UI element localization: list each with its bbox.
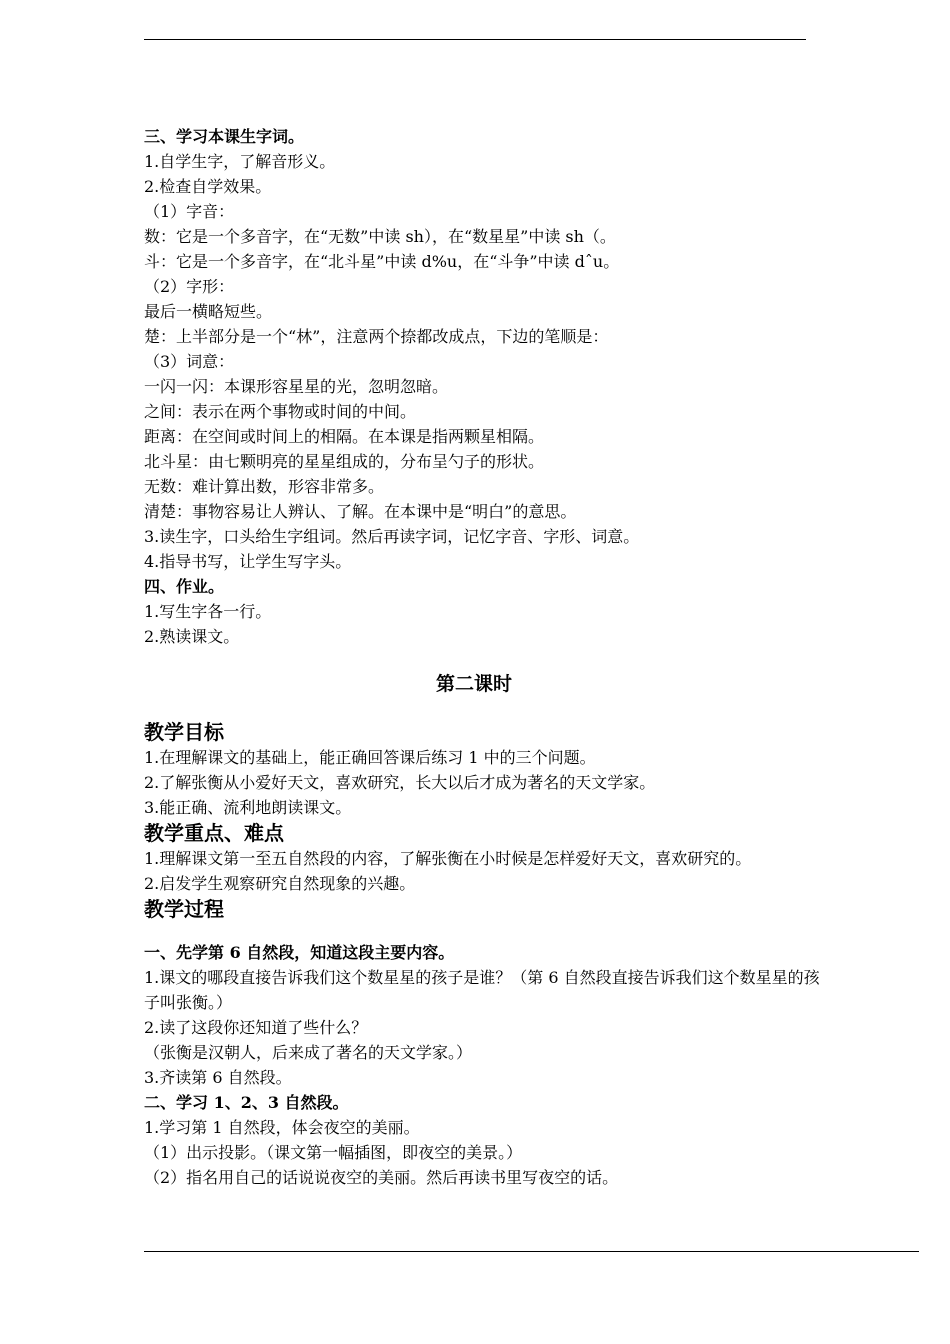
paragraph-line: （张衡是汉朝人，后来成了著名的天文学家。）: [144, 1043, 473, 1062]
paragraph-line: （1）字音：: [144, 202, 235, 221]
step-heading: 一、先学第 6 自然段，知道这段主要内容。: [144, 943, 455, 962]
step-heading: 二、学习 1、2、3 自然段。: [144, 1093, 349, 1112]
section-heading-vocabulary: 三、学习本课生字词。: [144, 127, 305, 146]
paragraph-line: 北斗星：由七颗明亮的星星组成的，分布呈勺子的形状。: [144, 452, 545, 471]
paragraph-line: 1.写生字各一行。: [144, 602, 272, 621]
paragraph-line: 最后一横略短些。: [144, 302, 273, 321]
section-heading-homework: 四、作业。: [144, 577, 225, 596]
paragraph-line: 1.在理解课文的基础上，能正确回答课后练习 1 中的三个问题。: [144, 748, 596, 767]
paragraph-line: 3.能正确、流利地朗读课文。: [144, 798, 352, 817]
paragraph-line: 数：它是一个多音字，在“无数”中读 sh），在“数星星”中读 sh（。: [144, 227, 616, 246]
paragraph-line: 之间：表示在两个事物或时间的中间。: [144, 402, 417, 421]
paragraph-line: 1.自学生字，了解音形义。: [144, 152, 336, 171]
heading-teaching-process: 教学过程: [144, 897, 224, 921]
document-body: [144, 124, 824, 1190]
paragraph-line: （3）词意：: [144, 352, 235, 371]
paragraph-line: 楚：上半部分是一个“林”，注意两个捺都改成点，下边的笔顺是：: [144, 327, 609, 346]
paragraph-line: （2）字形：: [144, 277, 235, 296]
paragraph-line: 2.读了这段你还知道了些什么？: [144, 1018, 368, 1037]
lesson-title: 第二课时: [435, 673, 512, 695]
paragraph-line: （1）出示投影。（课文第一幅插图，即夜空的美景。）: [144, 1143, 523, 1162]
header-rule: [144, 39, 806, 40]
paragraph-line: 1.课文的哪段直接告诉我们这个数星星的孩子是谁？（第 6 自然段直接告诉我们这个数星星的孩子叫张衡。）: [144, 968, 820, 1012]
paragraph-line: 2.检查自学效果。: [144, 177, 272, 196]
paragraph-line: 清楚：事物容易让人辨认、了解。在本课中是“明白”的意思。: [144, 502, 577, 521]
paragraph-line: 一闪一闪：本课形容星星的光，忽明忽暗。: [144, 377, 449, 396]
paragraph-line: 3.读生字，口头给生字组词。然后再读字词，记忆字音、字形、词意。: [144, 527, 640, 546]
paragraph-line: 1.学习第 1 自然段，体会夜空的美丽。: [144, 1118, 420, 1137]
paragraph-line: 无数：难计算出数，形容非常多。: [144, 477, 385, 496]
heading-teaching-goals: 教学目标: [144, 720, 224, 744]
paragraph-line: 4.指导书写，让学生写字头。: [144, 552, 352, 571]
heading-key-points: 教学重点、难点: [144, 821, 284, 845]
paragraph-line: 2.启发学生观察研究自然现象的兴趣。: [144, 874, 416, 893]
paragraph-line: 距离：在空间或时间上的相隔。在本课是指两颗星相隔。: [144, 427, 545, 446]
paragraph-line: 斗：它是一个多音字，在“北斗星”中读 d%u，在“斗争”中读 dˆu。: [144, 252, 620, 271]
paragraph-line: 1.理解课文第一至五自然段的内容，了解张衡在小时候是怎样爱好天文，喜欢研究的。: [144, 849, 752, 868]
footer-rule: [144, 1251, 919, 1252]
paragraph-line: 2.熟读课文。: [144, 627, 240, 646]
paragraph-line: 2.了解张衡从小爱好天文，喜欢研究，长大以后才成为著名的天文学家。: [144, 773, 656, 792]
paragraph-line: 3.齐读第 6 自然段。: [144, 1068, 292, 1087]
paragraph-line: （2）指名用自己的话说说夜空的美丽。然后再读书里写夜空的话。: [144, 1168, 619, 1187]
